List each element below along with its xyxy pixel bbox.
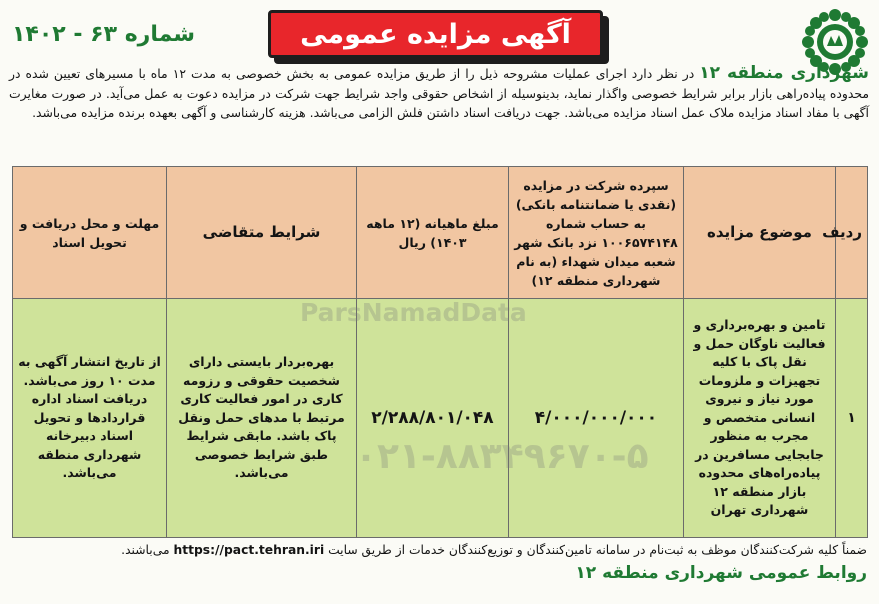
registration-note — [12, 541, 867, 559]
table-row — [13, 299, 868, 538]
cell-row-no: ۱ — [836, 299, 868, 538]
col-header-subject: موضوع مزایده — [684, 167, 836, 299]
banner-title: آگهی مزایده عمومی — [300, 18, 571, 50]
watermark-phone: ۰۲۱-۸۸۳۴۹۶۷۰-۵ — [355, 436, 649, 477]
col-header-row-no: ردیف — [836, 167, 868, 299]
cell-deadline: از تاریخ انتشار آگهی به مدت ۱۰ روز می‌باشد. دریافت اسناد اداره قراردادها و تحویل اسناد دبیرخانه شهرداری منطقه می‌باشد. — [13, 299, 167, 538]
col-header-conditions: شرایط متقاضی — [167, 167, 357, 299]
note-text-after: می‌باشند. — [121, 543, 174, 557]
ad-banner — [268, 10, 603, 58]
cell-deposit: ۴/۰۰۰/۰۰۰/۰۰۰ — [509, 299, 684, 538]
pact-site-link[interactable]: https://pact.tehran.iri — [173, 543, 325, 557]
intro-text: در نظر دارد اجرای عملیات مشروحه ذیل را از طریق مزایده عمومی به بخش خصوصی به مدت ۱۲ ماه با مسیرهای تعیین شده در محدوده پیاده‌راهی بازار برابر شرایط خصوصی واگذار نماید، بدینوسیله از اشخاص حقوقی واجد شرایط جهت شرکت در مزایده دعوت به عمل می‌آید. در صورت مغایرت آگهی با مفاد اسناد مزایده ملاک عمل اسناد مزایده می‌باشد. جهت دریافت اسناد داشتن فلش الزامی می‌باشد. هزینه کارشناسی و آگهی بعهده برنده مزایده می‌باشد. — [9, 66, 869, 120]
ad-number: شماره ۶۳ - ۱۴۰۲ — [12, 22, 195, 47]
issuer-name: شهرداری منطقه ۱۲ — [699, 63, 870, 83]
cell-monthly: ۲/۲۸۸/۸۰۱/۰۴۸ — [357, 299, 509, 538]
cell-subject: تامین و بهره‌برداری و فعالیت ناوگان حمل و نقل پاک با کلیه تجهیزات و ملزومات مورد نیاز و نیروی انسانی متخصص و مجرب به منظور جابجایی مسافرین در پیاده‌راه‌های محدوده بازار منطقه ۱۲ شهرداری تهران — [684, 299, 836, 538]
col-header-deposit: سپرده شرکت در مزایده (نقدی یا ضمانتنامه بانکی) به حساب شماره ۱۰۰۶۵۷۴۱۴۸ نزد بانک شهر شعبه میدان شهداء (به نام شهرداری منطقه ۱۲) — [509, 167, 684, 299]
col-header-deadline: مهلت و محل دریافت و تحویل اسناد — [13, 167, 167, 299]
cell-conditions: بهره‌بردار بایستی دارای شخصیت حقوقی و رزومه کاری در امور فعالیت کاری مرتبط با مدهای حمل ونقل پاک باشد. مابقی شرایط طبق شرایط خصوصی می‌باشد. — [167, 299, 357, 538]
col-header-monthly: مبلغ ماهیانه (۱۲ ماهه ۱۴۰۳) ریال — [357, 167, 509, 299]
public-relations-signature: روابط عمومی شهرداری منطقه ۱۲ — [575, 563, 867, 583]
tender-table — [12, 166, 868, 538]
intro-paragraph — [9, 64, 869, 123]
note-text-before: ضمناً کلیه شرکت‌کنندگان موظف به ثبت‌نام در سامانه تامین‌کنندگان و توزیع‌کنندگان خدمات از طریق سایت — [324, 543, 867, 557]
watermark-site: ParsNamadData — [300, 298, 527, 327]
table-header-row — [13, 167, 868, 299]
